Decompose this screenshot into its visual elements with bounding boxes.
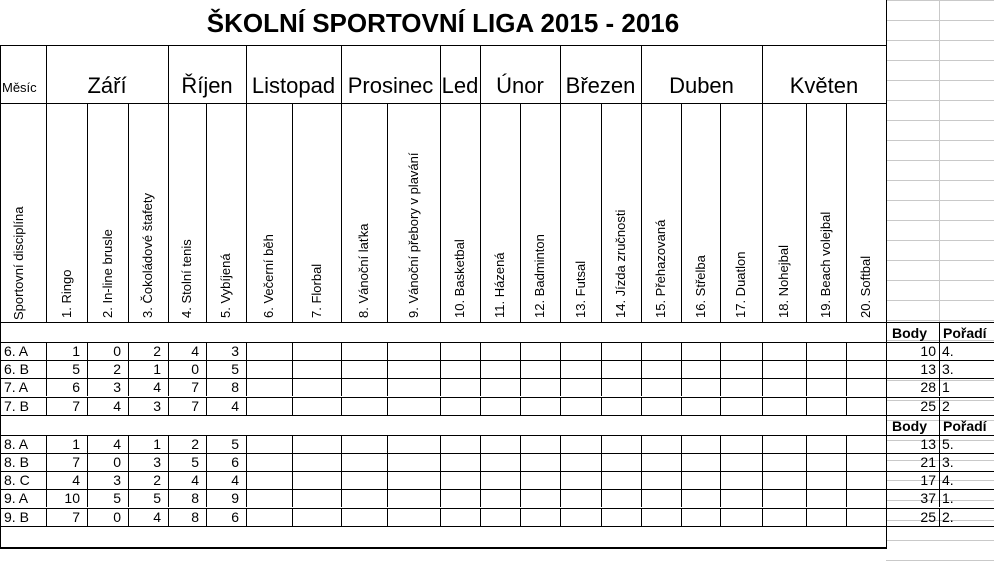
grid-line bbox=[641, 360, 642, 378]
grid-line bbox=[939, 489, 940, 507]
rank-cell: 3. bbox=[942, 454, 954, 470]
grid-line bbox=[886, 240, 994, 241]
grid-line bbox=[246, 378, 247, 396]
grid-line bbox=[806, 508, 807, 526]
grid-line bbox=[246, 508, 247, 526]
score-cell: 3 bbox=[113, 379, 121, 396]
points-cell: 25 bbox=[920, 508, 936, 525]
grid-line bbox=[886, 40, 994, 41]
grid-line bbox=[720, 360, 721, 378]
grid-line bbox=[681, 378, 682, 396]
score-cell: 5 bbox=[113, 490, 121, 507]
score-cell: 4 bbox=[72, 472, 80, 489]
grid-line bbox=[87, 103, 88, 322]
class-label: 7. B bbox=[4, 397, 29, 414]
grid-line bbox=[720, 471, 721, 489]
grid-line bbox=[886, 0, 994, 1]
score-cell: 1 bbox=[72, 435, 80, 452]
grid-line bbox=[762, 471, 763, 489]
grid-line bbox=[641, 397, 642, 415]
discipline-17: 17. Duatlon bbox=[733, 251, 748, 318]
grid-line bbox=[641, 435, 642, 453]
class-label: 9. A bbox=[4, 490, 29, 507]
points-header: Body bbox=[892, 325, 927, 341]
discipline-4: 4. Stolní tenis bbox=[179, 239, 194, 318]
rank-header: Pořadí bbox=[943, 325, 987, 341]
grid-line bbox=[886, 120, 994, 121]
grid-line bbox=[681, 471, 682, 489]
score-cell: 4 bbox=[231, 472, 239, 489]
grid-line bbox=[560, 471, 561, 489]
score-cell: 4 bbox=[113, 435, 121, 452]
score-cell: 10 bbox=[64, 490, 80, 507]
grid-line bbox=[440, 453, 441, 471]
grid-line bbox=[939, 378, 940, 396]
discipline-3: 3. Čokoládové štafety bbox=[140, 192, 155, 318]
grid-line bbox=[939, 508, 940, 526]
grid-line bbox=[520, 342, 521, 360]
score-cell: 8 bbox=[231, 379, 239, 396]
month-7: Březen bbox=[565, 73, 636, 98]
score-cell: 4 bbox=[153, 508, 161, 525]
grid-line bbox=[601, 360, 602, 378]
rank-cell: 5. bbox=[942, 435, 954, 452]
score-cell: 2 bbox=[113, 361, 121, 378]
discipline-20: 20. Softbal bbox=[858, 255, 873, 318]
grid-line bbox=[520, 378, 521, 396]
grid-line bbox=[681, 435, 682, 453]
grid-line bbox=[720, 378, 721, 396]
grid-line bbox=[0, 45, 1, 548]
grid-line bbox=[46, 103, 47, 322]
grid-line bbox=[440, 435, 441, 453]
grid-line bbox=[480, 508, 481, 526]
grid-line bbox=[846, 360, 847, 378]
grid-line bbox=[387, 360, 388, 378]
grid-line bbox=[387, 378, 388, 396]
grid-line bbox=[292, 489, 293, 507]
grid-line bbox=[292, 378, 293, 396]
grid-line bbox=[387, 397, 388, 415]
score-cell: 1 bbox=[153, 435, 161, 452]
grid-line bbox=[762, 508, 763, 526]
grid-line bbox=[601, 435, 602, 453]
grid-line bbox=[341, 453, 342, 471]
grid-line bbox=[762, 435, 763, 453]
grid-line bbox=[341, 471, 342, 489]
discipline-label: Sportovní disciplína bbox=[11, 206, 26, 320]
discipline-7: 7. Florbal bbox=[308, 263, 324, 318]
score-cell: 1 bbox=[153, 361, 161, 378]
grid-line bbox=[560, 360, 561, 378]
class-label: 9. B bbox=[4, 508, 29, 525]
rank-cell: 1 bbox=[942, 379, 950, 396]
class-label: 8. A bbox=[4, 435, 29, 452]
score-cell: 2 bbox=[153, 343, 161, 359]
grid-line bbox=[601, 508, 602, 526]
discipline-1: 1. Ringo bbox=[58, 269, 74, 318]
grid-line bbox=[939, 415, 940, 435]
grid-line bbox=[806, 435, 807, 453]
score-cell: 5 bbox=[153, 490, 161, 507]
grid-line bbox=[341, 435, 342, 453]
class-label: 8. C bbox=[4, 472, 30, 489]
score-cell: 9 bbox=[231, 490, 239, 507]
grid-line bbox=[886, 103, 887, 322]
grid-line bbox=[720, 103, 721, 322]
grid-line bbox=[520, 435, 521, 453]
grid-line bbox=[601, 453, 602, 471]
month-9: Květen bbox=[789, 73, 859, 98]
grid-line bbox=[387, 508, 388, 526]
grid-line bbox=[480, 397, 481, 415]
grid-line bbox=[520, 453, 521, 471]
points-header: Body bbox=[892, 417, 927, 434]
grid-line bbox=[886, 80, 994, 81]
discipline-9: 9. Vánoční přebory v plavání bbox=[405, 152, 421, 318]
score-cell: 5 bbox=[72, 361, 80, 378]
grid-line bbox=[387, 342, 388, 360]
grid-line bbox=[939, 0, 940, 322]
grid-line bbox=[601, 471, 602, 489]
grid-line bbox=[341, 103, 342, 322]
grid-line bbox=[806, 453, 807, 471]
grid-line bbox=[681, 397, 682, 415]
discipline-6: 6. Večerní běh bbox=[261, 234, 276, 318]
points-cell: 13 bbox=[920, 361, 936, 378]
grid-line bbox=[886, 100, 994, 101]
score-cell: 3 bbox=[153, 397, 161, 414]
class-label: 6. A bbox=[4, 343, 29, 359]
grid-line bbox=[720, 489, 721, 507]
grid-line bbox=[440, 397, 441, 415]
grid-line bbox=[806, 360, 807, 378]
grid-line bbox=[886, 160, 994, 161]
grid-line bbox=[762, 378, 763, 396]
grid-line bbox=[939, 360, 940, 378]
grid-line bbox=[440, 489, 441, 507]
grid-line bbox=[939, 435, 940, 453]
grid-line bbox=[846, 103, 847, 322]
grid-line bbox=[720, 435, 721, 453]
score-cell: 7 bbox=[191, 379, 199, 396]
grid-line bbox=[292, 471, 293, 489]
grid-line bbox=[886, 260, 994, 261]
score-cell: 0 bbox=[113, 343, 121, 359]
grid-line bbox=[246, 453, 247, 471]
grid-line bbox=[387, 471, 388, 489]
grid-line bbox=[641, 103, 642, 322]
grid-line bbox=[846, 342, 847, 360]
points-cell: 13 bbox=[920, 435, 936, 452]
rank-cell: 1. bbox=[942, 490, 954, 507]
grid-line bbox=[560, 378, 561, 396]
grid-line bbox=[806, 378, 807, 396]
grid-line bbox=[520, 508, 521, 526]
rank-header: Pořadí bbox=[943, 417, 987, 434]
grid-line bbox=[480, 471, 481, 489]
grid-line bbox=[886, 320, 994, 321]
grid-line bbox=[886, 280, 994, 281]
grid-line bbox=[601, 378, 602, 396]
class-label: 6. B bbox=[4, 361, 29, 378]
rank-cell: 2 bbox=[942, 397, 950, 414]
grid-line bbox=[681, 342, 682, 360]
grid-line bbox=[601, 342, 602, 360]
grid-line bbox=[520, 397, 521, 415]
grid-line bbox=[762, 489, 763, 507]
score-cell: 6 bbox=[72, 379, 80, 396]
rank-cell: 2. bbox=[942, 508, 954, 525]
grid-line bbox=[886, 540, 994, 541]
score-cell: 7 bbox=[191, 397, 199, 414]
grid-line bbox=[846, 453, 847, 471]
grid-line bbox=[846, 489, 847, 507]
score-cell: 4 bbox=[191, 343, 199, 359]
grid-line bbox=[292, 103, 293, 322]
points-cell: 10 bbox=[920, 343, 936, 359]
grid-line bbox=[601, 489, 602, 507]
score-cell: 6 bbox=[231, 508, 239, 525]
grid-line bbox=[720, 453, 721, 471]
discipline-13: 13. Futsal bbox=[572, 260, 588, 318]
grid-line bbox=[292, 508, 293, 526]
grid-line bbox=[681, 103, 682, 322]
grid-line bbox=[440, 103, 441, 322]
grid-line bbox=[520, 489, 521, 507]
grid-line bbox=[0, 322, 994, 323]
grid-line bbox=[292, 360, 293, 378]
grid-line bbox=[560, 342, 561, 360]
month-4: Prosinec bbox=[347, 73, 434, 98]
grid-line bbox=[560, 397, 561, 415]
discipline-5: 5. Vybíjená bbox=[218, 253, 233, 318]
grid-line bbox=[846, 471, 847, 489]
grid-line bbox=[440, 378, 441, 396]
discipline-19: 19. Beach volejbal bbox=[818, 211, 833, 318]
class-label: 7. A bbox=[4, 379, 29, 396]
score-cell: 2 bbox=[191, 435, 199, 452]
grid-line bbox=[806, 397, 807, 415]
points-cell: 17 bbox=[920, 472, 936, 489]
grid-line bbox=[480, 103, 481, 322]
grid-line bbox=[641, 378, 642, 396]
grid-line bbox=[762, 397, 763, 415]
grid-line bbox=[246, 360, 247, 378]
grid-line bbox=[846, 397, 847, 415]
grid-line bbox=[440, 471, 441, 489]
grid-line bbox=[168, 103, 169, 322]
grid-line bbox=[480, 489, 481, 507]
rank-cell: 4. bbox=[942, 343, 954, 359]
grid-line bbox=[846, 508, 847, 526]
score-cell: 8 bbox=[191, 508, 199, 525]
grid-line bbox=[292, 453, 293, 471]
score-cell: 7 bbox=[72, 454, 80, 470]
grid-line bbox=[341, 360, 342, 378]
points-cell: 37 bbox=[920, 490, 936, 507]
grid-line bbox=[341, 489, 342, 507]
grid-line bbox=[681, 453, 682, 471]
score-cell: 4 bbox=[231, 397, 239, 414]
grid-line bbox=[806, 489, 807, 507]
grid-line bbox=[480, 360, 481, 378]
grid-line bbox=[806, 471, 807, 489]
grid-line bbox=[720, 397, 721, 415]
grid-line bbox=[341, 397, 342, 415]
grid-line bbox=[560, 453, 561, 471]
points-cell: 21 bbox=[920, 454, 936, 470]
grid-line bbox=[886, 180, 994, 181]
grid-line bbox=[806, 342, 807, 360]
sheet-title: ŠKOLNÍ SPORTOVNÍ LIGA 2015 - 2016 bbox=[206, 8, 680, 38]
grid-line bbox=[886, 220, 994, 221]
grid-line bbox=[560, 508, 561, 526]
grid-line bbox=[128, 103, 129, 322]
grid-line bbox=[246, 489, 247, 507]
grid-line bbox=[641, 471, 642, 489]
score-cell: 8 bbox=[191, 490, 199, 507]
month-label: Měsíc bbox=[2, 80, 37, 95]
grid-line bbox=[720, 342, 721, 360]
grid-line bbox=[846, 435, 847, 453]
grid-line bbox=[560, 103, 561, 322]
grid-line bbox=[762, 360, 763, 378]
grid-line bbox=[341, 378, 342, 396]
grid-line bbox=[846, 378, 847, 396]
grid-line bbox=[246, 471, 247, 489]
score-cell: 3 bbox=[231, 343, 239, 359]
grid-line bbox=[681, 360, 682, 378]
grid-line bbox=[681, 508, 682, 526]
grid-line bbox=[292, 435, 293, 453]
grid-line bbox=[520, 471, 521, 489]
discipline-18: 18. Nohejbal bbox=[776, 245, 791, 318]
grid-line bbox=[601, 103, 602, 322]
grid-line bbox=[560, 489, 561, 507]
rank-cell: 3. bbox=[942, 361, 954, 378]
grid-line bbox=[480, 453, 481, 471]
grid-line bbox=[641, 508, 642, 526]
month-2: Říjen bbox=[181, 73, 233, 98]
month-6: Únor bbox=[496, 73, 544, 98]
score-cell: 7 bbox=[72, 397, 80, 414]
score-cell: 6 bbox=[231, 454, 239, 470]
grid-line bbox=[440, 360, 441, 378]
grid-line bbox=[246, 342, 247, 360]
grid-line bbox=[0, 45, 887, 46]
class-label: 8. B bbox=[4, 454, 29, 470]
grid-line bbox=[886, 300, 994, 301]
grid-line bbox=[762, 342, 763, 360]
month-3: Listopad bbox=[251, 73, 336, 98]
grid-line bbox=[939, 453, 940, 471]
grid-line bbox=[939, 471, 940, 489]
score-cell: 4 bbox=[191, 472, 199, 489]
grid-line bbox=[480, 378, 481, 396]
grid-line bbox=[641, 453, 642, 471]
month-8: Duben bbox=[669, 73, 734, 98]
discipline-11: 11. Házená bbox=[492, 252, 507, 318]
grid-line bbox=[206, 103, 207, 322]
discipline-2: 2. In-line brusle bbox=[99, 229, 115, 318]
grid-line bbox=[939, 397, 940, 415]
score-cell: 1 bbox=[72, 343, 80, 359]
grid-line bbox=[601, 397, 602, 415]
score-cell: 4 bbox=[153, 379, 161, 396]
grid-line bbox=[720, 508, 721, 526]
grid-line bbox=[641, 342, 642, 360]
grid-line bbox=[520, 103, 521, 322]
score-cell: 5 bbox=[231, 435, 239, 452]
grid-line bbox=[641, 489, 642, 507]
month-1: Září bbox=[87, 73, 127, 98]
rank-cell: 4. bbox=[942, 472, 954, 489]
discipline-16: 16. Střelba bbox=[692, 255, 708, 318]
grid-line bbox=[806, 103, 807, 322]
grid-line bbox=[886, 140, 994, 141]
discipline-14: 14. Jízda zručnosti bbox=[613, 209, 628, 318]
grid-line bbox=[246, 435, 247, 453]
score-cell: 4 bbox=[113, 397, 121, 414]
grid-line bbox=[939, 322, 940, 342]
discipline-12: 12. Badminton bbox=[532, 234, 547, 318]
grid-line bbox=[886, 20, 994, 21]
month-5: Led bbox=[441, 73, 479, 98]
grid-line bbox=[387, 103, 388, 322]
score-cell: 3 bbox=[113, 472, 121, 489]
grid-line bbox=[292, 397, 293, 415]
grid-line bbox=[560, 435, 561, 453]
grid-line bbox=[341, 508, 342, 526]
grid-line bbox=[387, 489, 388, 507]
grid-line bbox=[939, 342, 940, 360]
discipline-15: 15. Přehazovaná bbox=[653, 219, 668, 318]
score-cell: 5 bbox=[191, 454, 199, 470]
grid-line bbox=[762, 453, 763, 471]
grid-line bbox=[762, 103, 763, 322]
discipline-8: 8. Vánoční laťka bbox=[356, 223, 371, 318]
grid-line bbox=[681, 489, 682, 507]
grid-line bbox=[480, 342, 481, 360]
grid-line bbox=[387, 435, 388, 453]
score-cell: 2 bbox=[153, 472, 161, 489]
grid-line bbox=[520, 360, 521, 378]
grid-line bbox=[0, 103, 886, 104]
grid-line bbox=[246, 397, 247, 415]
grid-line bbox=[440, 342, 441, 360]
score-cell: 7 bbox=[72, 508, 80, 525]
grid-line bbox=[440, 508, 441, 526]
grid-line bbox=[387, 453, 388, 471]
grid-line bbox=[886, 60, 994, 61]
points-cell: 28 bbox=[920, 379, 936, 396]
score-cell: 0 bbox=[113, 508, 121, 525]
grid-line bbox=[480, 435, 481, 453]
grid-line bbox=[886, 200, 994, 201]
score-cell: 5 bbox=[231, 361, 239, 378]
score-cell: 0 bbox=[191, 361, 199, 378]
grid-line bbox=[341, 342, 342, 360]
grid-line bbox=[0, 547, 887, 549]
discipline-10: 10. Basketbal bbox=[452, 239, 467, 318]
points-cell: 25 bbox=[920, 397, 936, 414]
grid-line bbox=[292, 342, 293, 360]
grid-line bbox=[246, 103, 247, 322]
score-cell: 0 bbox=[113, 454, 121, 470]
score-cell: 3 bbox=[153, 454, 161, 470]
